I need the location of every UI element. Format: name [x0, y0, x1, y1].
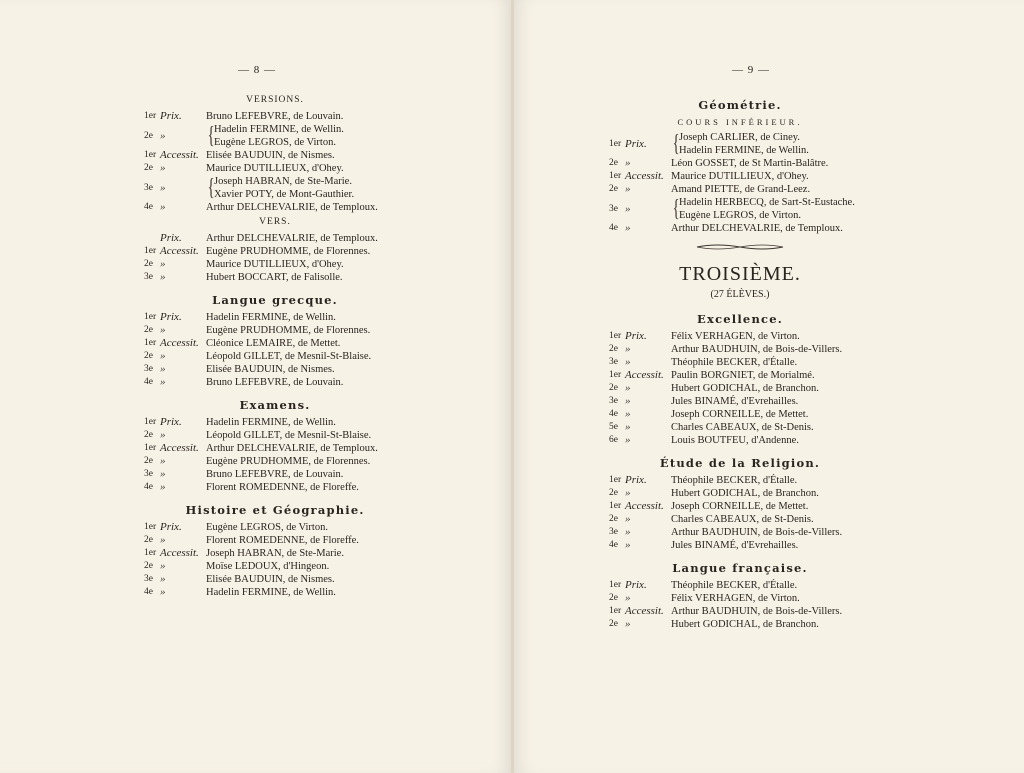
prize-kind: » — [160, 271, 166, 283]
tied-names — [214, 123, 344, 149]
prize-row — [144, 175, 214, 201]
prize-rank: 2e — [144, 430, 153, 440]
prize-row — [609, 539, 871, 552]
prize-row — [144, 468, 406, 481]
laureate-name: Hadelin FERMINE, de Wellin. — [206, 417, 336, 428]
prize-rank: 1er — [609, 370, 622, 380]
laureate-name: Léopold GILLET, de Mesnil-St-Blaise. — [206, 430, 372, 441]
laureate-name: Charles CABEAUX, de St-Denis. — [671, 422, 814, 433]
laureate-name: Joseph HABRAN, de Ste-Marie. — [206, 548, 344, 559]
laureate-name: Joseph HABRAN, de Ste-Marie. — [214, 176, 352, 187]
laureate-name: Elisée BAUDUIN, de Nismes. — [206, 574, 335, 585]
prize-kind: » — [625, 202, 631, 215]
prize-kind: Accessit. — [160, 547, 199, 559]
prize-kind: » — [625, 395, 631, 407]
prize-row — [609, 408, 871, 421]
prize-row — [609, 183, 871, 196]
prize-row — [609, 434, 871, 447]
prize-rank: 1er — [144, 417, 157, 427]
prize-rank: 2e — [144, 259, 153, 269]
prize-kind: » — [625, 513, 631, 525]
laureate-name: Arthur BAUDHUIN, de Bois-de-Villers. — [671, 344, 843, 355]
prize-rank: 2e — [609, 488, 618, 498]
prize-kind: Prix. — [625, 474, 647, 486]
prize-row — [144, 442, 406, 455]
laureate-name: Moïse LEDOUX, d'Hingeon. — [206, 561, 330, 572]
prize-kind: Accessit. — [625, 170, 664, 182]
laureate-name: Hubert GODICHAL, de Branchon. — [671, 488, 819, 499]
prize-row — [609, 618, 871, 631]
prize-rank: 1er — [609, 501, 622, 511]
prize-rank: 2e — [144, 163, 153, 173]
laureate-name: Hubert BOCCART, de Falisolle. — [206, 272, 343, 283]
prize-rank: 2e — [144, 535, 153, 545]
prize-group — [609, 196, 871, 222]
prize-rank: 4e — [609, 223, 618, 233]
laureate-name: Théophile BECKER, d'Étalle. — [671, 357, 798, 368]
prize-rank: 3e — [144, 272, 153, 282]
laureate-name: Eugène LEGROS, de Virton. — [214, 137, 336, 148]
brace-mark: { — [207, 123, 215, 149]
laureate-name: Florent ROMEDENNE, de Floreffe. — [206, 482, 359, 493]
right-page — [514, 0, 1024, 773]
prize-rank: 2e — [609, 344, 618, 354]
class-count: (27 ÉLÈVES.) — [710, 289, 770, 300]
prize-kind: » — [625, 382, 631, 394]
prize-kind: » — [160, 468, 166, 480]
section-title: Examens. — [239, 398, 311, 412]
section-title: Histoire et Géographie. — [185, 503, 365, 517]
laureate-name: Arthur DELCHEVALRIE, de Temploux. — [671, 223, 843, 234]
prize-kind: » — [625, 343, 631, 355]
prize-rank: 3e — [144, 574, 153, 584]
prize-rank: 1er — [609, 138, 622, 149]
prize-row — [609, 474, 871, 487]
laureate-name: Arthur BAUDHUIN, de Bois-de-Villers. — [671, 606, 843, 617]
prize-row — [144, 534, 406, 547]
laureate-name: Hadelin FERMINE, de Wellin. — [206, 312, 336, 323]
prize-row — [144, 311, 406, 324]
prize-rank: 2e — [609, 383, 618, 393]
prize-row — [144, 123, 214, 149]
prize-rank: 3e — [609, 203, 618, 214]
prize-kind: Prix. — [160, 232, 182, 244]
class-title: TROISIÈME. — [679, 263, 801, 285]
laureate-name: Léopold GILLET, de Mesnil-St-Blaise. — [206, 351, 372, 362]
prize-row — [144, 162, 406, 175]
prize-rank: 4e — [144, 482, 153, 492]
prize-row — [144, 337, 406, 350]
laureate-name: Elisée BAUDUIN, de Nismes. — [206, 150, 335, 161]
brace-mark: { — [672, 131, 680, 157]
laureate-name: Joseph CARLIER, de Ciney. — [679, 132, 800, 143]
right-page-content — [609, 89, 871, 631]
laureate-name: Arthur BAUDHUIN, de Bois-de-Villers. — [671, 527, 843, 538]
prize-rank: 2e — [609, 593, 618, 603]
prize-kind: » — [160, 586, 166, 598]
prize-kind: » — [160, 181, 166, 194]
laureate-name: Hadelin FERMINE, de Wellin. — [214, 124, 344, 135]
laureate-name: Joseph CORNEILLE, de Mettet. — [671, 409, 809, 420]
prize-rank: 2e — [609, 184, 618, 194]
laureate-name: Théophile BECKER, d'Étalle. — [671, 580, 798, 591]
prize-rank: 1er — [144, 443, 157, 453]
prize-rank: 5e — [609, 422, 618, 432]
prize-row — [609, 579, 871, 592]
prize-kind: » — [160, 429, 166, 441]
prize-row — [144, 258, 406, 271]
section-title: Langue française. — [672, 561, 808, 575]
prize-row — [144, 416, 406, 429]
prize-rank: 3e — [609, 357, 618, 367]
prize-kind: » — [160, 201, 166, 213]
prize-row — [144, 586, 406, 599]
prize-row — [144, 429, 406, 442]
prize-kind: Prix. — [160, 521, 182, 533]
prize-row — [144, 201, 406, 214]
tied-names — [679, 131, 809, 157]
prize-kind: Accessit. — [625, 605, 664, 617]
prize-kind: » — [160, 455, 166, 467]
laureate-name: Paulin BORGNIET, de Morialmé. — [671, 370, 815, 381]
tied-names — [679, 196, 855, 222]
prize-kind: » — [625, 539, 631, 551]
prize-kind: Accessit. — [160, 245, 199, 257]
prize-row — [609, 131, 679, 157]
prize-rank: 4e — [609, 540, 618, 550]
laureate-name: Hadelin FERMINE, de Wellin. — [679, 145, 809, 156]
prize-kind: Prix. — [160, 110, 182, 122]
prize-kind: » — [625, 222, 631, 234]
laureate-name: Hubert GODICHAL, de Branchon. — [671, 383, 819, 394]
prize-rank: 1er — [144, 246, 157, 256]
prize-rank: 2e — [609, 158, 618, 168]
prize-row — [144, 245, 406, 258]
prize-rank: 1er — [609, 606, 622, 616]
laureate-name: Félix VERHAGEN, de Virton. — [671, 331, 800, 342]
prize-row — [609, 369, 871, 382]
prize-row — [609, 605, 871, 618]
prize-row — [144, 455, 406, 468]
prize-rank: 1er — [144, 338, 157, 348]
section-title: Excellence. — [697, 312, 783, 326]
prize-row — [609, 170, 871, 183]
laureate-name: Hadelin FERMINE, de Wellin. — [206, 587, 336, 598]
laureate-name: Cléonice LEMAIRE, de Mettet. — [206, 338, 341, 349]
prize-kind: » — [160, 324, 166, 336]
left-page-content — [144, 92, 406, 599]
laureate-name: Arthur DELCHEVALRIE, de Temploux. — [206, 202, 378, 213]
prize-rank: 4e — [144, 587, 153, 597]
laureate-name: Eugène PRUDHOMME, de Florennes. — [206, 325, 371, 336]
prize-kind: » — [625, 356, 631, 368]
laureate-name: Maurice DUTILLIEUX, d'Ohey. — [206, 259, 344, 270]
prize-kind: » — [625, 526, 631, 538]
prize-row — [609, 395, 871, 408]
prize-rank: 1er — [609, 580, 622, 590]
prize-rank: 1er — [609, 331, 622, 341]
prize-row — [609, 330, 871, 343]
prize-kind: Accessit. — [625, 369, 664, 381]
prize-rank: 4e — [144, 202, 153, 212]
prize-kind: Accessit. — [160, 442, 199, 454]
prize-rank: 1er — [144, 312, 157, 322]
prize-row — [609, 157, 871, 170]
prize-row — [144, 376, 406, 389]
laureate-name: Louis BOUTFEU, d'Andenne. — [671, 435, 799, 446]
section-title: Étude de la Religion. — [659, 456, 821, 470]
section-title: Géométrie. — [698, 98, 782, 112]
prize-row — [609, 382, 871, 395]
prize-rank: 2e — [144, 561, 153, 571]
prize-kind: » — [160, 129, 166, 142]
prize-group — [144, 123, 406, 149]
laureate-name: Eugène PRUDHOMME, de Florennes. — [206, 456, 371, 467]
laureate-name: Arthur DELCHEVALRIE, de Temploux. — [206, 443, 378, 454]
prize-rank: 2e — [144, 130, 153, 141]
prize-kind: Prix. — [160, 416, 182, 428]
prize-kind: » — [625, 434, 631, 446]
prize-rank: 1er — [609, 171, 622, 181]
prize-kind: Prix. — [625, 137, 647, 150]
prize-rank: 2e — [144, 325, 153, 335]
section-subtitle: COURS INFÉRIEUR. — [677, 117, 803, 127]
prize-rank: 1er — [609, 475, 622, 485]
prize-kind: » — [625, 408, 631, 420]
page-number-left: — 8 — — [238, 64, 276, 76]
prize-kind: Accessit. — [160, 149, 199, 161]
prize-row — [609, 526, 871, 539]
prize-kind: » — [625, 487, 631, 499]
prize-rank — [144, 232, 160, 245]
prize-row — [609, 356, 871, 369]
prize-kind: Accessit. — [625, 500, 664, 512]
prize-kind: » — [625, 183, 631, 195]
ornament-rule — [695, 243, 785, 251]
prize-rank: 6e — [609, 435, 618, 445]
prize-row — [144, 560, 406, 573]
prize-rank: 3e — [609, 396, 618, 406]
laureate-name: Eugène PRUDHOMME, de Florennes. — [206, 246, 371, 257]
prize-row — [144, 232, 406, 245]
prize-row — [609, 487, 871, 500]
prize-row — [144, 481, 406, 494]
prize-rank: 4e — [609, 409, 618, 419]
prize-row — [609, 343, 871, 356]
prize-kind: » — [625, 157, 631, 169]
prize-row — [144, 350, 406, 363]
prize-row — [609, 196, 679, 222]
prize-row — [609, 421, 871, 434]
prize-kind: » — [160, 376, 166, 388]
prize-kind: » — [160, 481, 166, 493]
laureate-name: Joseph CORNEILLE, de Mettet. — [671, 501, 809, 512]
laureate-name: Léon GOSSET, de St Martin-Balâtre. — [671, 158, 829, 169]
prize-kind: » — [625, 592, 631, 604]
laureate-name: Charles CABEAUX, de St-Denis. — [671, 514, 814, 525]
laureate-name: Xavier POTY, de Mont-Gauthier. — [214, 189, 355, 200]
prize-rank: 1er — [144, 111, 157, 121]
laureate-name: Arthur DELCHEVALRIE, de Temploux. — [206, 233, 378, 244]
prize-row — [609, 592, 871, 605]
prize-row — [609, 513, 871, 526]
prize-rank: 3e — [144, 364, 153, 374]
prize-rank: 2e — [609, 514, 618, 524]
prize-kind: » — [625, 618, 631, 630]
prize-kind: » — [160, 350, 166, 362]
prize-rank: 4e — [144, 377, 153, 387]
brace-mark: { — [672, 196, 680, 222]
prize-row — [144, 521, 406, 534]
prize-rank: 1er — [144, 548, 157, 558]
prize-kind: » — [160, 363, 166, 375]
prize-kind: » — [160, 560, 166, 572]
prize-row — [609, 222, 871, 235]
laureate-name: Hubert GODICHAL, de Branchon. — [671, 619, 819, 630]
prize-kind: » — [625, 421, 631, 433]
prize-group — [144, 175, 406, 201]
prize-rank: 3e — [144, 469, 153, 479]
laureate-name: Maurice DUTILLIEUX, d'Ohey. — [671, 171, 809, 182]
laureate-name: Bruno LEFEBVRE, de Louvain. — [206, 377, 344, 388]
prize-row — [144, 271, 406, 284]
tied-names — [214, 175, 354, 201]
section-title: VERS. — [259, 217, 291, 227]
section-title: VERSIONS. — [246, 95, 304, 105]
prize-kind: Accessit. — [160, 337, 199, 349]
laureate-name: Théophile BECKER, d'Étalle. — [671, 475, 798, 486]
prize-kind: » — [160, 534, 166, 546]
prize-kind: » — [160, 258, 166, 270]
prize-kind: » — [160, 573, 166, 585]
prize-rank: 2e — [144, 351, 153, 361]
prize-rank: 3e — [144, 182, 153, 193]
prize-row — [144, 363, 406, 376]
brace-mark: { — [207, 175, 215, 201]
section-title: Langue grecque. — [212, 293, 338, 307]
laureate-name: Félix VERHAGEN, de Virton. — [671, 593, 800, 604]
laureate-name: Eugène LEGROS, de Virton. — [679, 210, 801, 221]
laureate-name: Eugène LEGROS, de Virton. — [206, 522, 328, 533]
laureate-name: Florent ROMEDENNE, de Floreffe. — [206, 535, 359, 546]
prize-group — [609, 131, 871, 157]
page-number-right: — 9 — — [732, 64, 770, 76]
laureate-name: Hadelin HERBECQ, de Sart-St-Eustache. — [679, 197, 855, 208]
laureate-name: Jules BINAMÉ, d'Evrehailles. — [671, 396, 799, 407]
laureate-name: Jules BINAMÉ, d'Evrehailles. — [671, 540, 799, 551]
prize-kind: Prix. — [160, 311, 182, 323]
prize-row — [144, 110, 406, 123]
prize-rank: 2e — [609, 619, 618, 629]
laureate-name: Bruno LEFEBVRE, de Louvain. — [206, 111, 344, 122]
laureate-name: Bruno LEFEBVRE, de Louvain. — [206, 469, 344, 480]
prize-kind: Prix. — [625, 579, 647, 591]
prize-rank: 1er — [144, 150, 157, 160]
prize-rank: 1er — [144, 522, 157, 532]
laureate-name: Maurice DUTILLIEUX, d'Ohey. — [206, 163, 344, 174]
prize-row — [144, 573, 406, 586]
prize-rank: 2e — [144, 456, 153, 466]
laureate-name: Elisée BAUDUIN, de Nismes. — [206, 364, 335, 375]
prize-row — [609, 500, 871, 513]
prize-row — [144, 149, 406, 162]
laureate-name: Amand PIETTE, de Grand-Leez. — [671, 184, 811, 195]
prize-kind: » — [160, 162, 166, 174]
prize-row — [144, 547, 406, 560]
prize-row — [144, 324, 406, 337]
prize-kind: Prix. — [625, 330, 647, 342]
prize-rank: 3e — [609, 527, 618, 537]
